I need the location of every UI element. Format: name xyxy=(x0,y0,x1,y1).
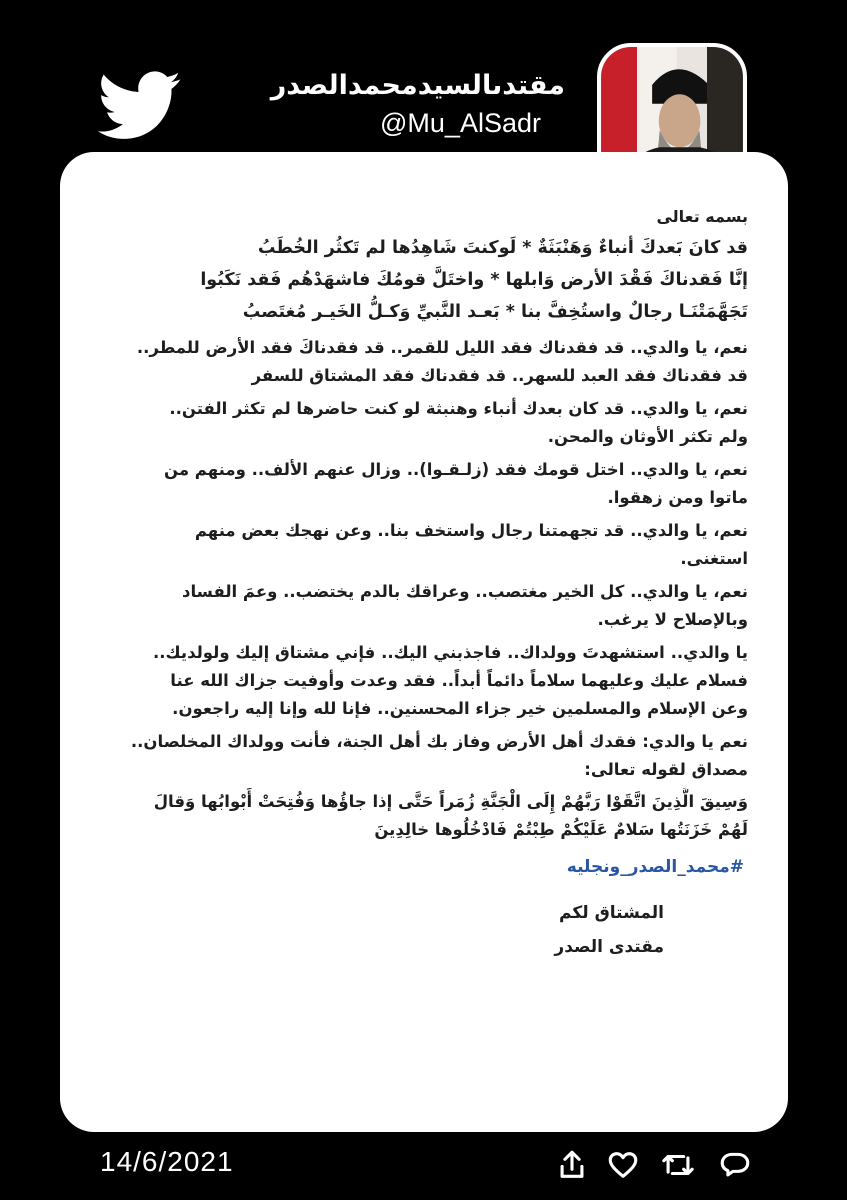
reply-button[interactable] xyxy=(718,1148,752,1182)
paragraph-line: نعم، يا والدي.. اختل قومك فقد (زلـقـوا).. وزال عنهم الألف.. ومنهم من xyxy=(163,460,748,479)
tweet-date: 14/6/2021 xyxy=(100,1146,234,1177)
retweet-button[interactable] xyxy=(661,1148,695,1182)
paragraph-line: نعم، يا والدي.. قد فقدناك فقد الليل للقمر.. قد فقدناكَ فقد الأرض للمطر.. xyxy=(136,338,748,357)
paragraph-line: وعن الإسلام والمسلمين خير جزاء المحسنين.. فإنا لله وإنا إليه راجعون. xyxy=(172,699,748,718)
paragraph xyxy=(98,639,748,723)
tweet-heading: بسمه تعالى xyxy=(656,207,748,226)
paragraph xyxy=(98,334,748,390)
paragraph xyxy=(98,517,748,573)
like-icon xyxy=(606,1148,640,1182)
verse-line: وَسِيقَ الَّذِينَ اتَّقَوْا رَبَّهُمْ إِلَى الْجَنَّةِ زُمَراً حَتَّى إذا جاؤُها وَفُتِحَتْ أَبْوابُها وَقالَ xyxy=(153,792,748,811)
paragraph-line: نعم، يا والدي.. كل الخير مغتصب.. وعراقك بالدم يختضب.. وعمَ الفساد xyxy=(182,582,748,601)
user-handle[interactable]: @Mu_AlSadr xyxy=(380,108,541,138)
poem-line: إنَّا فَقدناكَ فَقْدَ الأرض وَابلها * واختَلَّ قومُكَ فاشهَدْهُم فَقد نَكَبُوا xyxy=(200,270,748,290)
hashtag-link[interactable]: #محمد_الصدر_ونجليه xyxy=(566,857,744,877)
signature-line: المشتاق لكم xyxy=(559,903,664,923)
paragraph-line: فسلام عليك وعليهما سلاماً دائماً أبداً.. فقد وعدت وأوفيت جزاك الله عنا xyxy=(170,671,748,690)
verse-line: لَهُمْ خَزَنَتُها سَلامٌ عَلَيْكُمْ طِبْتُمْ فَادْخُلُوها خالِدِينَ xyxy=(374,820,748,839)
paragraph-line: يا والدي.. استشهدتَ وولداك.. فاجذبني اليك.. فإني مشتاق إليك ولولديك.. xyxy=(152,643,748,662)
paragraph-line: استغنى. xyxy=(680,549,748,568)
poem-line: تَجَهَّمَتْنَـا رجالٌ واستُخِفَّ بنا * بَعـد النَّبيِّ وَكـلُّ الخَيـر مُغتَصبُ xyxy=(242,302,748,322)
tweet-body xyxy=(98,206,748,964)
paragraph-line: نعم يا والدي: فقدك أهل الأرض وفاز بك أهل الجنة، فأنت وولداك المخلصان.. xyxy=(130,732,748,751)
paragraph xyxy=(98,395,748,451)
paragraph-line: نعم، يا والدي.. قد كان بعدك أنباء وهنبثة لو كنت حاضرها لم تكثر الفتن.. xyxy=(169,399,748,418)
quran-verse xyxy=(98,788,748,844)
paragraph xyxy=(98,728,748,784)
paragraph xyxy=(98,578,748,634)
paragraph-line: نعم، يا والدي.. قد تجهمتنا رجال واستخف بنا.. وعن نهجك بعض منهم xyxy=(194,521,748,540)
like-button[interactable] xyxy=(606,1148,640,1182)
paragraph xyxy=(98,456,748,512)
paragraph-line: ولم تكثر الأوثان والمحن. xyxy=(547,427,748,446)
reply-icon xyxy=(718,1148,752,1182)
twitter-bird-icon xyxy=(98,70,182,142)
signature-line: مقتدى الصدر xyxy=(554,937,664,957)
paragraph-line: مصداق لقوله تعالى: xyxy=(584,760,748,779)
paragraph-line: وبالإصلاح لا يرغب. xyxy=(597,610,748,629)
retweet-icon xyxy=(661,1148,695,1182)
signature xyxy=(98,896,664,964)
paragraph-line: قد فقدناك فقد العبد للسهر.. قد فقدناك فقد المشتاق للسفر xyxy=(251,366,748,385)
share-icon xyxy=(555,1148,589,1182)
paragraph-line: ماتوا ومن زهقوا. xyxy=(607,488,748,507)
share-button[interactable] xyxy=(555,1148,589,1182)
display-name[interactable]: مقتدىالسيدمحمدالصدر xyxy=(270,70,565,101)
poem-line: قد كانَ بَعدكَ أنباءٌ وَهَنْبَثَةٌ * لَوكنتَ شَاهِدُها لم تَكثُر الخُطَبُ xyxy=(257,238,748,258)
